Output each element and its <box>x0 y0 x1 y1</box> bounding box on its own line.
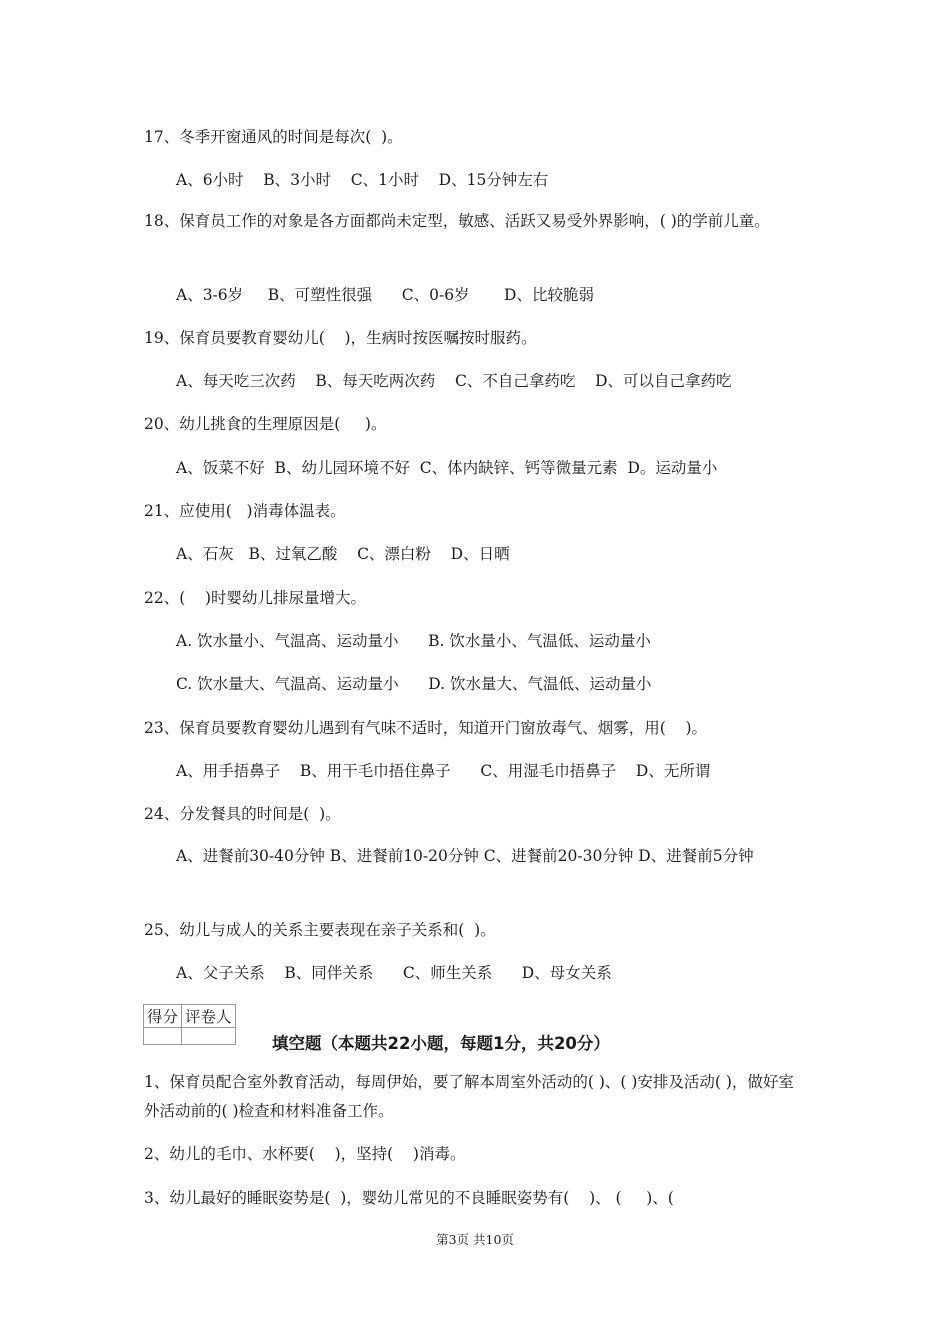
question-25-stem: 25、幼儿与成人的关系主要表现在亲子关系和( )。 <box>144 921 496 939</box>
question-22-stem: 22、( )时婴幼儿排尿量增大。 <box>144 589 367 607</box>
question-20-stem: 20、幼儿挑食的生理原因是( )。 <box>144 415 387 433</box>
page-footer: 第3页 共10页 <box>436 1232 514 1247</box>
question-17-stem: 17、冬季开窗通风的时间是每次( )。 <box>144 128 403 146</box>
question-23-stem: 23、保育员要教育婴幼儿遇到有气味不适时，知道开门窗放毒气、烟雾，用( )。 <box>144 719 708 737</box>
fill-blank-2: 2、幼儿的毛巾、水杯要( )，坚持( )消毒。 <box>144 1145 466 1163</box>
question-19-stem: 19、保育员要教育婴幼儿( )，生病时按医嘱按时服药。 <box>144 329 537 347</box>
question-25-options: A、父子关系 B、同伴关系 C、师生关系 D、母女关系 <box>176 964 612 982</box>
question-22-options-ab: A. 饮水量小、气温高、运动量小 B. 饮水量小、气温低、运动量小 <box>176 632 651 650</box>
score-box <box>143 1004 236 1045</box>
grader-cell <box>182 1028 236 1045</box>
question-19-options: A、每天吃三次药 B、每天吃两次药 C、不自己拿药吃 D、可以自己拿药吃 <box>176 372 732 390</box>
question-22-options-cd: C. 饮水量大、气温高、运动量小 D. 饮水量大、气温低、运动量小 <box>176 675 652 693</box>
question-18-options: A、3-6岁 B、可塑性很强 C、0-6岁 D、比较脆弱 <box>176 286 594 304</box>
question-17-options: A、6小时 B、3小时 C、1小时 D、15分钟左右 <box>176 171 549 189</box>
question-21-stem: 21、应使用( )消毒体温表。 <box>144 502 346 520</box>
section-title: 填空题（本题共22小题，每题1分，共20分） <box>272 1034 610 1053</box>
question-23-options: A、用手捂鼻子 B、用干毛巾捂住鼻子 C、用湿毛巾捂鼻子 D、无所谓 <box>176 762 711 780</box>
question-20-options: A、饭菜不好 B、幼儿园环境不好 C、体内缺锌、钙等微量元素 D。运动量小 <box>176 459 718 477</box>
question-18-stem: 18、保育员工作的对象是各方面都尚未定型，敏感、活跃又易受外界影响，( )的学前儿童。 <box>144 212 770 230</box>
question-24-options: A、进餐前30-40分钟 B、进餐前10-20分钟 C、进餐前20-30分钟 D、进餐前5分钟 <box>176 847 754 865</box>
question-24-stem: 24、分发餐具的时间是( )。 <box>144 805 341 823</box>
fill-blank-1: 1、保育员配合室外教育活动，每周伊始，要了解本周室外活动的( )、( )安排及活动( )，做好室外活动前的( )检查和材料准备工作。 <box>144 1073 794 1120</box>
question-21-options: A、石灰 B、过氧乙酸 C、漂白粉 D、日晒 <box>176 545 510 563</box>
fill-blank-3: 3、幼儿最好的睡眠姿势是( )，婴幼儿常见的不良睡眠姿势有( )、 ( )、( <box>144 1189 674 1207</box>
grader-label: 评卷人 <box>182 1005 236 1028</box>
score-cell <box>144 1028 182 1045</box>
score-label: 得分 <box>144 1005 182 1028</box>
